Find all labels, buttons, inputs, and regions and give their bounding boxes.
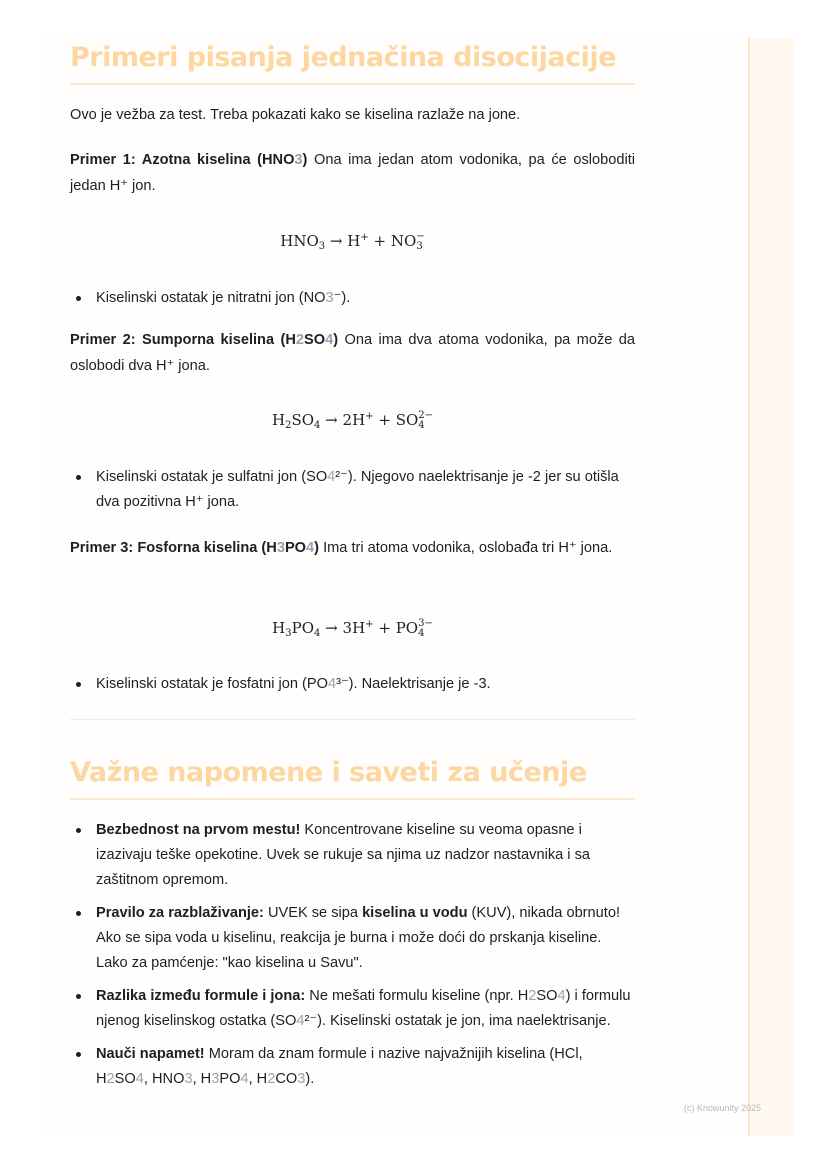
list-item: Kiselinski ostatak je fosfatni jon (PO4³⁻). Naelektrisanje je -3. [70,672,635,697]
page-margin-band [748,38,794,1136]
copyright-footer: (c) Knowunity 2025 [684,1103,762,1113]
list-item: Kiselinski ostatak je nitratni jon (NO3⁻). [70,286,635,311]
tip-formula-vs-ion: Razlika između formule i jona: Ne mešati formulu kiseline (npr. H2SO4) i formulu njenog kiselinskog ostatka (SO4²⁻). Kiselinski ostatak je jon, ima naelektrisanje. [70,984,635,1034]
example-1-paragraph: Primer 1: Azotna kiselina (HNO3) Ona ima jedan atom vodonika, pa će osloboditi jedan H⁺ jon. [70,152,635,194]
example-2-heading: Primer 2: Sumporna kiselina (H2SO4) [70,332,339,348]
intro-paragraph: Ovo je vežba za test. Treba pokazati kako se kiselina razlaže na jone. [70,107,521,123]
section-title-dissociation: Primeri pisanja jednačina disocijacije [70,42,635,85]
example-2-bullets [70,465,635,515]
equation-h3po4: $H_3PO_4 \to 3H^+ + PO3-$ 4 [272,618,433,639]
example-3-heading: Primer 3: Fosforna kiselina (H3PO4) [70,540,320,556]
equation-hno3: $HNO_3 \to H^+ + NO-$ 3 [280,231,425,252]
tip-dilution: Pravilo za razblaživanje: UVEK se sipa kiselina u vodu (KUV), nikada obrnuto! Ako se sipa voda u kiselinu, reakcija je burna i može doći do prskanja kiseline. Lako za pamćenje: "kao kiselina u Savu". [70,901,635,976]
list-item: Kiselinski ostatak je sulfatni jon (SO4²⁻). Njegovo naelektrisanje je -2 jer su otišla dva pozitivna H⁺ jona. [70,465,635,515]
equation-h2so4: $H_2SO_4 \to 2H^+ + SO2-$ 4 [271,410,434,431]
tip-safety: Bezbednost na prvom mestu! Koncentrovane kiseline su veoma opasne i izazivaju teške opekotine. Uvek se rukuje sa njima uz nadzor nastavnika i sa zaštitnom opremom. [70,818,635,893]
example-2-paragraph: Primer 2: Sumporna kiselina (H2SO4) Ona ima dva atoma vodonika, pa može da oslobodi dva H⁺ jona. [70,332,635,374]
tips-list [70,818,635,1092]
example-3-bullets [70,672,635,697]
section-divider [70,719,635,720]
example-3-paragraph: Primer 3: Fosforna kiselina (H3PO4) Ima tri atoma vodonika, oslobađa tri H⁺ jona. [70,540,613,556]
section-title-tips: Važne napomene i saveti za učenje [70,757,635,800]
example-1-heading: Primer 1: Azotna kiselina (HNO3) [70,152,308,168]
example-1-bullets [70,286,635,311]
tip-memorize: Nauči napamet! Moram da znam formule i nazive najvažnijih kiselina (HCl, H2SO4, HNO3, H3PO4, H2CO3). [70,1042,635,1092]
